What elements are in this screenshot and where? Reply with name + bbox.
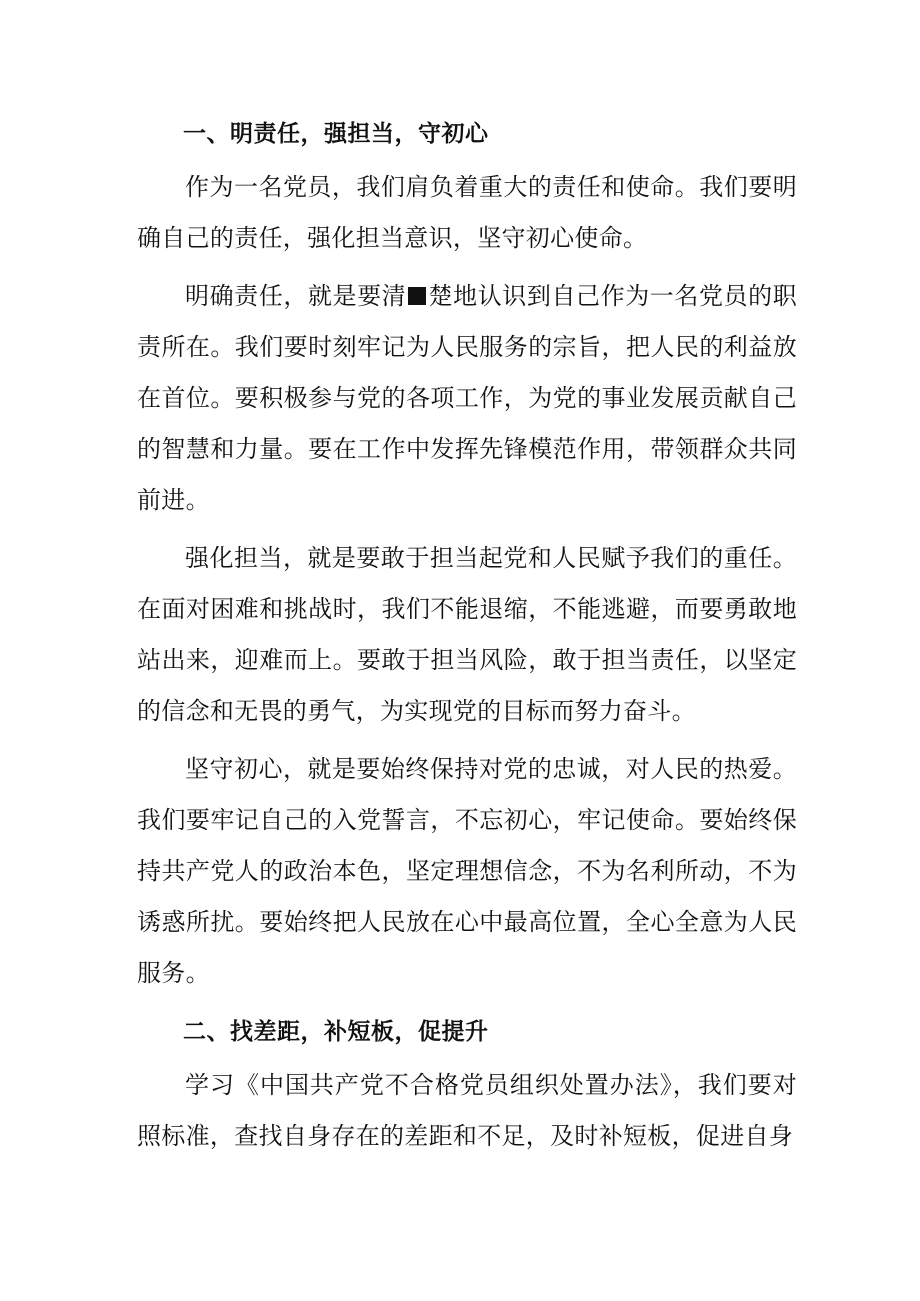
paragraph-2-part-1: 明确责任，就是要清 <box>185 282 407 310</box>
section-heading-1: 一、明责任，强担当，守初心 <box>183 121 489 147</box>
paragraph-2-part-2: 楚地认识到自己作为一名党员的职责所在。我们要时刻牢记为人民服务的宗旨，把人民的利益放在首位。要积极参与党的各项工作，为党的事业发展贡献自己的智慧和力量。要在工作中发挥先锋模范作用，带领群众共同前进。 <box>137 282 797 514</box>
redaction-square-icon <box>408 287 426 305</box>
paragraph-4: 坚守初心，就是要始终保持对党的忠诚，对人民的热爱。我们要牢记自己的入党誓言，不忘初心，牢记使命。要始终保持共产党人的政治本色，坚定理想信念，不为名利所动，不为诱惑所扰。要始终把人民放在心中最高位置，全心全意为人民服务。 <box>137 755 797 987</box>
paragraph-1: 作为一名党员，我们肩负着重大的责任和使命。我们要明确自己的责任，强化担当意识，坚守初心使命。 <box>137 173 797 252</box>
paragraph-3: 强化担当，就是要敢于担当起党和人民赋予我们的重任。在面对困难和挑战时，我们不能退缩，不能逃避，而要勇敢地站出来，迎难而上。要敢于担当风险，敢于担当责任，以坚定的信念和无畏的勇气，为实现党的目标而努力奋斗。 <box>137 544 797 725</box>
paragraph-5: 学习《中国共产党不合格党员组织处置办法》，我们要对照标准，查找自身存在的差距和不足，及时补短板，促进自身 <box>137 1071 797 1150</box>
section-heading-2: 二、找差距，补短板，促提升 <box>183 1019 489 1045</box>
paragraph-2 <box>137 271 797 526</box>
document-body <box>137 108 797 1169</box>
